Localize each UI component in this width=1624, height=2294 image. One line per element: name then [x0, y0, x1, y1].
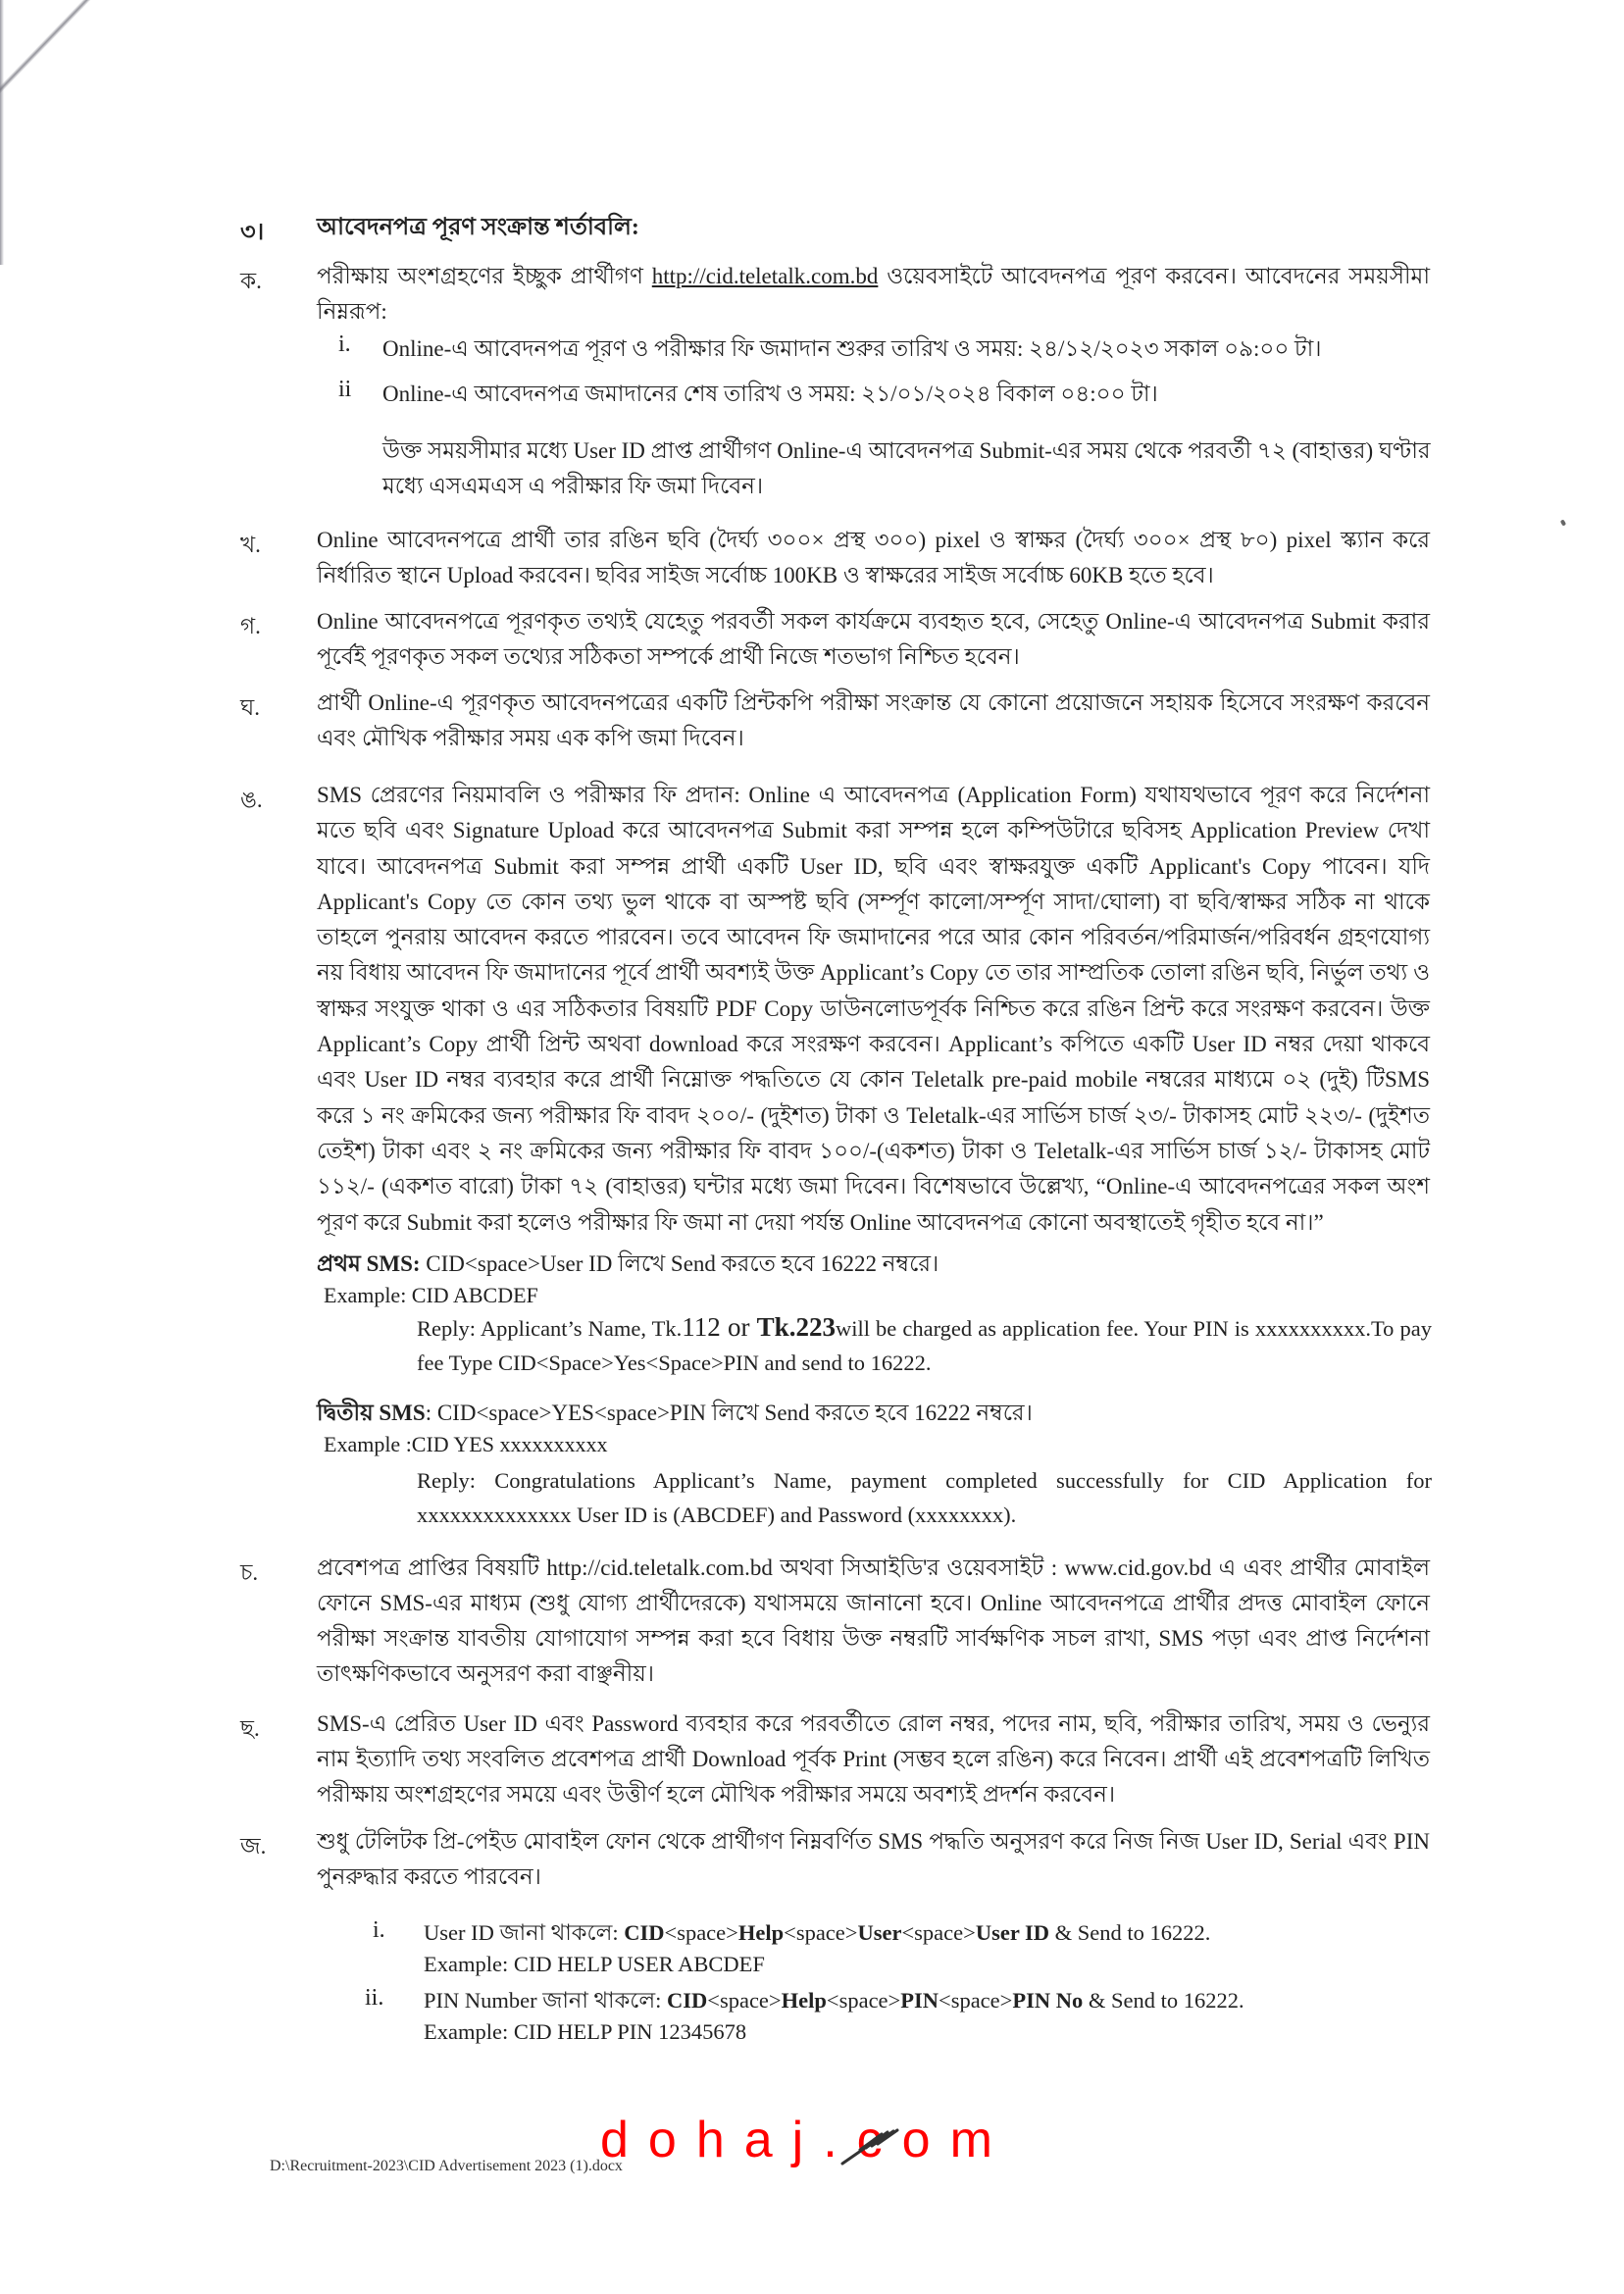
item-ka-sub1-text: Online-এ আবেদনপত্র পূরণ ও পরীক্ষার ফি জমাদান শুরুর তারিখ ও সময়: ২৪/১২/২০২৩ সকাল ০৯:০০ টা। — [382, 336, 1322, 361]
sms2-example: Example :CID YES xxxxxxxxxx — [324, 1432, 608, 1456]
sms1-reply-amount1: 112 — [682, 1312, 721, 1342]
item-chha-text: SMS-এ প্রেরিত User ID এবং Password ব্যবহার করে পরবর্তীতে রোল নম্বর, পদের নাম, ছবি, পরীক্ষার তারিখ, সময় ও ভেন্যুর নাম ইত্যাদি তথ্য সংবলিত প্রবেশপত্র প্রার্থী Download পূর্বক Print (সম্ভব হলে রঙিন) করে নিবেন। প্রার্থী এই প্রবেশপত্রটি লিখিত পরীক্ষায় অংশগ্রহণের সময়ে এবং উত্তীর্ণ হলে মৌখিক পরীক্ষার সময়ে অবশ্যই প্রদর্শন করবেন। — [317, 1711, 1430, 1807]
command-separator: & Send to 16222. — [1049, 1920, 1211, 1945]
item-cha-label: চ. — [240, 1560, 259, 1585]
sms1-instruction: CID<space>User ID লিখে Send করতে হবে 16222 নম্বরে। — [420, 1251, 939, 1276]
page-fold-shadow — [0, 0, 277, 132]
sms1-reply-a: Reply: Applicant’s Name, Tk. — [417, 1316, 683, 1341]
command-keyword: PIN — [900, 1988, 939, 2013]
sms1-reply-b: will be charged as application fee. Your PIN is xxxxxxxxxx.To pay fee Type CID<Space>Yes<Space>PIN and send to 16222. — [417, 1316, 1432, 1375]
item-ka-text-before: পরীক্ষায় অংশগ্রহণের ইচ্ছুক প্রার্থীগণ — [317, 264, 652, 288]
sms2-reply: Reply: Congratulations Applicant’s Name, payment completed successfully for CID Application for xxxxxxxxxxxxxx User ID is (ABCDEF) and Password (xxxxxxxx). — [417, 1468, 1432, 1527]
item-chha-label: ছ. — [240, 1716, 260, 1741]
item-ga-label: গ. — [240, 614, 261, 638]
item-ka-label: ক. — [240, 269, 262, 293]
sms1-reply — [417, 1310, 1432, 1380]
sms2-line — [317, 1397, 1430, 1430]
signature-scribble — [838, 2128, 917, 2167]
command-separator: <space> — [901, 1920, 976, 1945]
item-ga-text: Online আবেদনপত্রে পূরণকৃত তথ্যই যেহেতু পরবর্তী সকল কার্যক্রমে ব্যবহৃত হবে, সেহেতু Online-এ আবেদনপত্র Submit করার পূর্বেই পূরণকৃত সকল তথ্যের সঠিকতা সম্পর্কে প্রার্থী নিজে শতভাগ নিশ্চিত হবেন। — [317, 609, 1430, 669]
section-title: আবেদনপত্র পূরণ সংক্রান্ত শর্তাবলি: — [317, 215, 639, 240]
item-gha-text: প্রার্থী Online-এ পূরণকৃত আবেদনপত্রের একটি প্রিন্টকপি পরীক্ষা সংক্রান্ত যে কোনো প্রয়োজনে সহায়ক হিসেবে সংরক্ষণ করবেন এবং মৌখিক পরীক্ষার সময় এক কপি জমা দিবেন। — [317, 690, 1430, 750]
sms2-instruction: : CID<space>YES<space>PIN লিখে Send করতে হবে 16222 নম্বরে। — [425, 1401, 1033, 1425]
command-separator: <space> — [939, 1988, 1013, 2013]
watermark-logo: dohaj.com — [600, 2112, 1012, 2168]
item-ka-text — [317, 259, 1430, 330]
item-ka-text-after: ওয়েবসাইটে আবেদনপত্র পূরণ করবেন। আবেদনের সময়সীমা নিম্নরূপ: — [317, 264, 1430, 324]
item-ja-label: জ. — [240, 1834, 267, 1859]
help2-example: Example: CID HELP PIN 12345678 — [424, 2019, 747, 2044]
item-ka-sub2-label: ii — [338, 377, 352, 402]
item-kha-text: Online আবেদনপত্রে প্রার্থী তার রঙিন ছবি (দৈর্ঘ্য ৩০০× প্রস্থ ৩০০) pixel ও স্বাক্ষর (দৈর্ঘ্য ৩০০× প্রস্থ ৮০) pixel স্ক্যান করে নির্ধারিত স্থানে Upload করবেন। ছবির সাইজ সর্বোচ্চ 100KB ও স্বাক্ষরের সাইজ সর্বোচ্চ 60KB হতে হবে। — [317, 528, 1430, 587]
command-separator: <space> — [664, 1920, 738, 1945]
help1-block — [424, 1917, 1453, 1980]
item-uma-text: SMS প্রেরণের নিয়মাবলি ও পরীক্ষার ফি প্রদান: Online এ আবেদনপত্র (Application Form) যথাযথভাবে পূরণ করে নির্দেশনা মতে ছবি এবং Signature Upload করে আবেদনপত্র Submit করা সম্পন্ন হলে কম্পিউটারে ছবিসহ Application Preview দেখা যাবে। আবেদনপত্র Submit করা সম্পন্ন প্রার্থী একটি User ID, ছবি এবং স্বাক্ষরযুক্ত একটি Applicant's Copy পাবেন। যদি Applicant's Copy তে কোন তথ্য ভুল থাকে বা অস্পষ্ট ছবি (সর্ম্পূণ কালো/সর্ম্পূণ সাদা/ঘোলা) বা ছবি/স্বাক্ষর সঠিক না থাকে তাহলে পুনরায় আবেদন করতে পারবেন। তবে আবেদন ফি জমাদানের পরে আর কোন পরিবর্তন/পরিমার্জন/পরিবর্ধন গ্রহণযোগ্য নয় বিধায় আবেদন ফি জমাদানের পূর্বে প্রার্থী অবশ্যই উক্ত Applicant’s Copy তে তার সাম্প্রতিক তোলা রঙিন ছবি, নির্ভুল তথ্য ও স্বাক্ষর সংযুক্ত থাকা ও এর সঠিকতার বিষয়টি PDF Copy ডাউনলোডপূর্বক নিশ্চিত করে রঙিন প্রিন্ট করে সংরক্ষণ করবেন। উক্ত Applicant’s Copy প্রার্থী প্রিন্ট অথবা download করে সংরক্ষণ করবেন। Applicant’s কপিতে একটি User ID নম্বর দেয়া থাকবে এবং User ID নম্বর ব্যবহার করে প্রার্থী নিম্নোক্ত পদ্ধতিতে যে কোন Teletalk pre-paid mobile নম্বরের মাধ্যমে ০২ (দুই) টিSMS করে ১ নং ক্রমিকের জন্য পরীক্ষার ফি বাবদ ২০০/- (দুইশত) টাকা ও Teletalk-এর সার্ভিস চার্জ ২৩/- টাকাসহ মোট ২২৩/- (দুইশত তেইশ) টাকা এবং ২ নং ক্রমিকের জন্য পরীক্ষার ফি বাবদ ১০০/-(একশত) টাকা ও Teletalk-এর সার্ভিস চার্জ ১২/- টাকাসহ মোট ১১২/- (একশত বারো) টাকা ৭২ (বাহাত্তর) ঘন্টার মধ্যে জমা দিবেন। বিশেষভাবে উল্লেখ্য, “Online-এ আবেদনপত্রের সকল অংশ পূরণ করে Submit করা হলেও পরীক্ষার ফি জমা না দেয়া পর্যন্ত Online আবেদনপত্র কোনো অবস্থাতেই গৃহীত হবে না।” — [317, 783, 1430, 1235]
help2-block — [424, 1985, 1453, 2048]
sms1-reply-amount2: Tk.223 — [756, 1312, 836, 1342]
help1-command — [424, 1917, 1453, 1949]
item-kha-label: খ. — [240, 533, 261, 557]
teletalk-link[interactable]: http://cid.teletalk.com.bd — [651, 264, 879, 288]
command-keyword: PIN No — [1012, 1988, 1084, 2013]
sms2-title: দ্বিতীয় SMS — [317, 1401, 426, 1425]
item-ka-sub2-text: Online-এ আবেদনপত্র জমাদানের শেষ তারিখ ও সময়: ২১/০১/২০২৪ বিকাল ০৪:০০ টা। — [382, 382, 1158, 406]
help1-label: i. — [373, 1917, 385, 1943]
sms1-reply-or: or — [720, 1312, 757, 1342]
item-gha-label: ঘ. — [240, 695, 260, 720]
help2-command — [424, 1985, 1453, 2016]
help2-label: ii. — [365, 1985, 384, 2011]
command-keyword: User — [857, 1920, 902, 1945]
item-ja-text: শুধু টেলিটক প্রি-পেইড মোবাইল ফোন থেকে প্রার্থীগণ নিম্নবর্ণিত SMS পদ্ধতি অনুসরণ করে নিজ নিজ User ID, Serial এবং PIN পুনরুদ্ধার করতে পারবেন। — [317, 1829, 1430, 1889]
item-ka-note: উক্ত সময়সীমার মধ্যে User ID প্রাপ্ত প্রার্থীগণ Online-এ আবেদনপত্র Submit-এর সময় থেকে পরবর্তী ৭২ (বাহাত্তর) ঘণ্টার মধ্যে এসএমএস এ পরীক্ষার ফি জমা দিবেন। — [382, 438, 1431, 498]
command-keyword: CID — [624, 1920, 665, 1945]
item-uma-label: ঙ. — [240, 788, 263, 812]
help2-prefix: PIN Number জানা থাকলে: — [424, 1988, 667, 2013]
item-ka-sub1-label: i. — [338, 331, 351, 357]
command-separator: & Send to 16222. — [1083, 1988, 1244, 2013]
sms1-example: Example: CID ABCDEF — [324, 1283, 538, 1307]
scan-speck — [1560, 519, 1566, 526]
help1-example: Example: CID HELP USER ABCDEF — [424, 1952, 765, 1976]
help1-prefix: User ID জানা থাকলে: — [424, 1920, 625, 1945]
footer-file-path: D:\Recruitment-2023\CID Advertisement 2023 (1).docx — [270, 2158, 623, 2174]
command-keyword: User ID — [975, 1920, 1050, 1945]
command-keyword: Help — [737, 1920, 785, 1945]
command-separator: <space> — [826, 1988, 901, 2013]
command-separator: <space> — [707, 1988, 782, 2013]
sms1-line — [317, 1248, 1430, 1281]
command-separator: <space> — [784, 1920, 858, 1945]
command-keyword: Help — [781, 1988, 827, 2013]
section-number: ৩। — [240, 220, 265, 245]
item-cha-text: প্রবেশপত্র প্রাপ্তির বিষয়টি http://cid.teletalk.com.bd অথবা সিআইডি'র ওয়েবসাইট : www.cid.gov.bd এ এবং প্রার্থীর মোবাইল ফোনে SMS-এর মাধ্যম (শুধু যোগ্য প্রার্থীদেরকে) যথাসময়ে জানানো হবে। Online আবেদনপত্রে প্রার্থীর প্রদত্ত মোবাইল ফোনে পরীক্ষা সংক্রান্ত যাবতীয় যোগাযোগ সম্পন্ন করা হবে বিধায় উক্ত নম্বরটি সার্বক্ষণিক সচল রাখা, SMS পড়া এবং প্রাপ্ত নির্দেশনা তাৎক্ষণিকভাবে অনুসরণ করা বাঞ্ছনীয়। — [317, 1555, 1430, 1686]
sms1-title: প্রথম SMS: — [317, 1251, 421, 1276]
command-keyword: CID — [667, 1988, 708, 2013]
page-edge-shadow — [0, 0, 4, 265]
